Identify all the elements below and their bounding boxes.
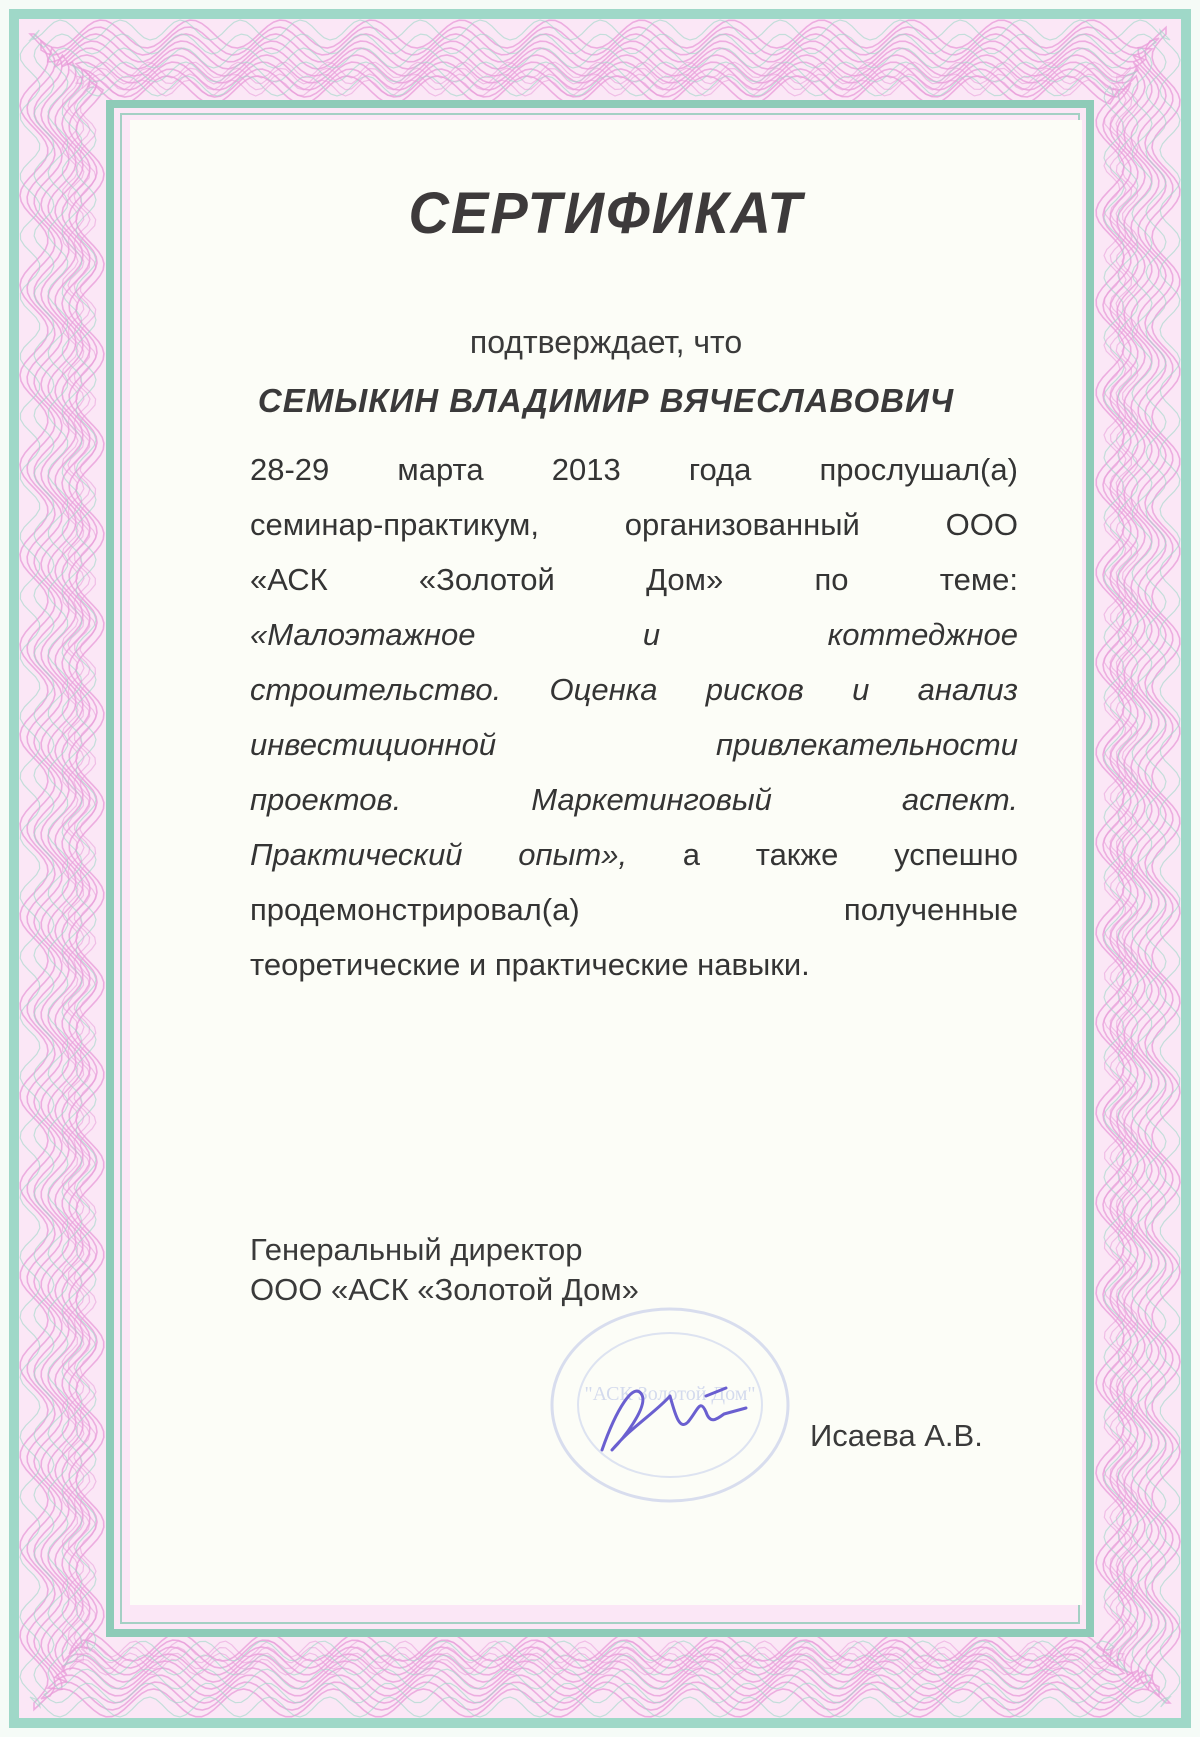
body-line <box>250 560 1018 600</box>
body-word: анализ <box>917 672 1018 707</box>
body-word: также <box>755 837 839 872</box>
body-line <box>250 835 1018 875</box>
body-word: «АСК <box>250 562 328 597</box>
body-line <box>250 505 1018 545</box>
body-word: успешно <box>894 837 1018 872</box>
signer-name: Исаева А.В. <box>810 1418 983 1453</box>
body-word: года <box>688 452 752 487</box>
body-word: и <box>852 672 870 707</box>
body-word: теоретические и практические навыки. <box>250 947 810 982</box>
body-word: теме: <box>939 562 1018 597</box>
body-line <box>250 780 1018 820</box>
body-word: и <box>642 617 661 652</box>
body-word: строительство. <box>250 672 502 707</box>
body-word: продемонстрировал(а) <box>250 892 580 927</box>
body-word: ООО <box>945 507 1018 542</box>
body-word: Дом» <box>646 562 724 597</box>
company-stamp <box>530 1300 810 1520</box>
body-line <box>250 670 1018 710</box>
body-line <box>250 725 1018 765</box>
confirm-line: подтверждает, что <box>469 324 743 360</box>
body-word: коттеджное <box>827 617 1018 652</box>
body-word: организованный <box>624 507 860 542</box>
body-word: семинар-практикум, <box>250 507 539 542</box>
body-word: проектов. <box>250 782 402 817</box>
body-word: инвестиционной <box>250 727 497 762</box>
recipient-name: СЕМЫКИН ВЛАДИМИР ВЯЧЕСЛАВОВИЧ <box>257 382 955 419</box>
body-word: 2013 <box>551 452 621 487</box>
stamp-label: "АСК Золотой Дом" <box>584 1383 756 1405</box>
body-word: рисков <box>705 672 804 707</box>
stamp-outer-ring <box>552 1309 788 1501</box>
body-word: привлекательности <box>716 727 1018 762</box>
body-word: а <box>682 837 701 872</box>
body-word: Оценка <box>549 672 658 707</box>
body-word: по <box>814 562 849 597</box>
body-word: «Малоэтажное <box>250 617 476 652</box>
body-word: полученные <box>843 892 1018 927</box>
body-line <box>250 890 1018 930</box>
body-word: «Золотой <box>418 562 555 597</box>
body-word: марта <box>397 452 484 487</box>
body-word: Практический <box>250 837 463 872</box>
stamp-inner-ring <box>578 1333 762 1477</box>
body-word: Маркетинговый <box>531 782 772 817</box>
body-line <box>250 945 1018 985</box>
signer-organization: ООО «АСК «Золотой Дом» <box>250 1272 639 1307</box>
body-word: опыт», <box>518 837 628 872</box>
certificate-title: СЕРТИФИКАТ <box>408 179 804 246</box>
certificate-content <box>130 120 1082 1605</box>
body-word: 28-29 <box>250 452 330 487</box>
signer-title: Генеральный директор <box>250 1232 583 1267</box>
body-line <box>250 615 1018 655</box>
body-line <box>250 450 1018 490</box>
body-word: прослушал(а) <box>819 452 1018 487</box>
body-word: аспект. <box>901 782 1018 817</box>
